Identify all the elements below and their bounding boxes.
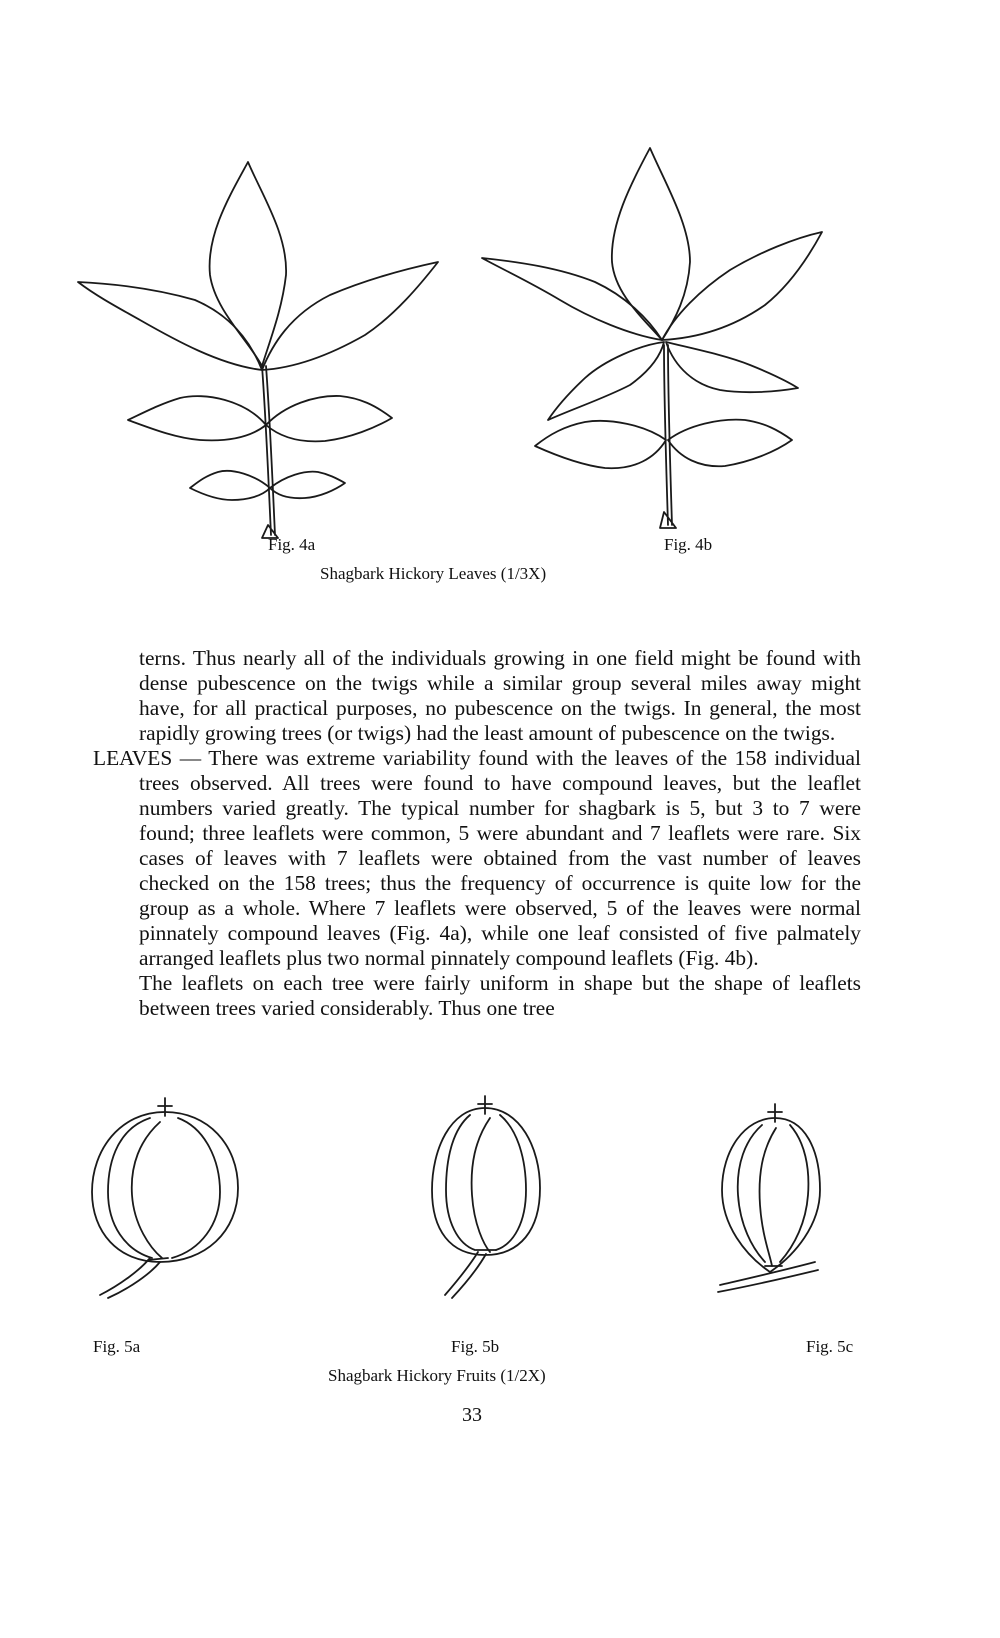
fruit-5b-stem: [445, 1250, 496, 1298]
fig-5c-label: Fig. 5c: [806, 1337, 854, 1356]
fig-4b-label: Fig. 4b: [664, 535, 713, 554]
fruit-5a-inner-right: [172, 1118, 220, 1258]
leaf-4b-palmate-lower-left-leaflet: [548, 342, 664, 420]
fig-4-caption: Shagbark Hickory Leaves (1/3X): [320, 564, 547, 583]
fruit-5b-inner-right: [496, 1115, 526, 1250]
leaf-4a-upper-right-leaflet: [262, 262, 438, 370]
leaves-paragraph: [93, 746, 861, 971]
fruit-5a-husk: [92, 1112, 238, 1262]
leaf-4a-upper-left-leaflet: [78, 282, 262, 370]
leaf-4a-lower-right-leaflet: [270, 472, 345, 499]
fruit-5a-inner-center: [132, 1122, 162, 1258]
fruit-5c-stem: [718, 1262, 818, 1292]
leaf-4b-palmate-left-leaflet: [482, 258, 662, 340]
leaf-4a-middle-left-leaflet: [128, 396, 266, 440]
fruit-5b-husk: [432, 1108, 540, 1255]
fruit-5c-husk: [722, 1118, 820, 1272]
fig-4a-label: Fig. 4a: [268, 535, 316, 554]
fruit-5b-inner-left: [446, 1115, 475, 1250]
fig-5b-label: Fig. 5b: [451, 1337, 500, 1356]
leaf-4b-lower-right-leaflet: [668, 420, 792, 467]
fruit-5a-tip: [158, 1098, 172, 1116]
leaf-4a-drawing: [78, 162, 438, 538]
leaf-4a-terminal-leaflet: [210, 162, 287, 366]
fruit-5a-stem: [100, 1258, 168, 1298]
fruit-5a-drawing: [92, 1098, 238, 1298]
leaf-4a-lower-left-leaflet: [190, 471, 270, 500]
fig-5a-label: Fig. 5a: [93, 1337, 141, 1356]
fruit-5c-tip: [768, 1104, 782, 1122]
fruit-5c-drawing: [718, 1104, 820, 1292]
fig-5-caption: Shagbark Hickory Fruits (1/2X): [328, 1366, 546, 1385]
pubescence-paragraph: terns. Thus nearly all of the individuals growing in one field might be found with dense pubescence on the twigs while a similar group several miles away might have, for all practical purposes, no pubescence on the twigs. In general, the most rapidly growing trees (or twigs) had the least amount of pubescence on the twigs.: [139, 646, 861, 745]
leaf-4b-palmate-lower-right-leaflet: [666, 342, 798, 392]
figure-4-drawings: [0, 130, 1000, 560]
fruit-5c-inner-center: [760, 1128, 776, 1266]
leaflet-shape-paragraph: The leaflets on each tree were fairly uniform in shape but the shape of leaflets between trees varied considerably. Thus one tree: [139, 971, 861, 1020]
leaf-4a-rachis: [262, 366, 278, 538]
figure-5-drawings: [0, 1090, 1000, 1320]
page-number: 33: [462, 1404, 482, 1426]
body-text: [93, 646, 861, 1021]
fruit-5b-inner-center: [472, 1118, 490, 1252]
fruit-5b-tip: [478, 1096, 492, 1114]
leaf-4a-middle-right-leaflet: [266, 396, 392, 441]
leaf-4b-terminal-leaflet: [612, 148, 690, 340]
leaves-paragraph-text: There was extreme variability found with the leaves of the 158 individual trees observed. All trees were found to have compound leaves, but the leaflet numbers varied greatly. The typical number for shagbark is 5, but 3 to 7 were found; three leaflets were common, 5 were abundant and 7 leaflets were rare. Six cases of leaves with 7 leaflets were obtained from the vast number of leaves checked on the 158 trees; thus the frequency of occurrence is quite low for the group as a whole. Where 7 leaflets were observed, 5 of the leaves were normal pinnately compound leaves (Fig. 4a), while one leaf consisted of five palmately arranged leaflets plus two normal pinnately compound leaflets (Fig. 4b).: [139, 746, 861, 970]
fruit-5c-inner-left: [738, 1125, 765, 1262]
leaf-4b-drawing: [482, 148, 822, 528]
leaves-dash: —: [172, 746, 209, 770]
leaves-heading: LEAVES: [93, 746, 173, 770]
fruit-5b-drawing: [432, 1096, 540, 1298]
leaf-4b-lower-left-leaflet: [535, 421, 666, 468]
fruit-5c-inner-right: [780, 1125, 808, 1262]
